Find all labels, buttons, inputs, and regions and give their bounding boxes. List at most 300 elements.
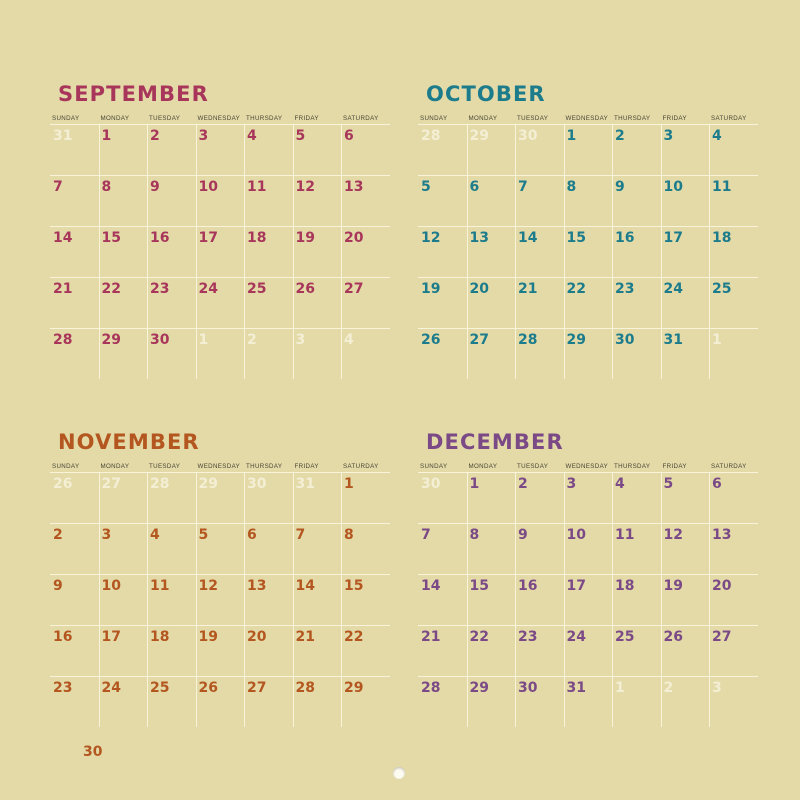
day-cell[interactable] xyxy=(50,472,99,523)
day-cell[interactable] xyxy=(244,175,293,226)
day-cell[interactable] xyxy=(418,328,467,379)
day-number: 31 xyxy=(53,128,73,144)
day-cell[interactable] xyxy=(467,175,516,226)
day-cell[interactable] xyxy=(418,277,467,328)
day-cell[interactable] xyxy=(612,277,661,328)
day-number: 23 xyxy=(150,281,170,297)
day-number: 27 xyxy=(469,332,489,348)
day-cell[interactable] xyxy=(147,175,196,226)
day-cell[interactable] xyxy=(418,625,467,676)
day-cell[interactable] xyxy=(661,676,710,727)
day-cell[interactable] xyxy=(50,574,99,625)
day-cell[interactable] xyxy=(293,175,342,226)
weekday-header-wednesday: WEDNESDAY xyxy=(565,463,609,470)
day-number: 4 xyxy=(150,527,160,543)
day-cell[interactable] xyxy=(293,124,342,175)
day-number: 24 xyxy=(663,281,683,297)
day-number: 25 xyxy=(712,281,732,297)
day-cell[interactable] xyxy=(50,175,99,226)
day-number: 16 xyxy=(53,629,73,645)
day-number: 5 xyxy=(198,527,209,543)
day-number: 13 xyxy=(344,179,364,195)
day-cell[interactable] xyxy=(244,277,293,328)
day-cell[interactable] xyxy=(612,472,661,523)
day-cell[interactable] xyxy=(99,574,148,625)
day-cell[interactable] xyxy=(50,625,99,676)
day-number: 7 xyxy=(295,527,306,543)
day-number: 4 xyxy=(712,128,722,144)
day-cell[interactable] xyxy=(244,124,293,175)
day-cell[interactable] xyxy=(515,574,564,625)
day-number: 10 xyxy=(101,578,121,594)
day-cell[interactable] xyxy=(709,574,758,625)
day-cell[interactable] xyxy=(564,523,613,574)
day-number: 29 xyxy=(469,680,489,696)
day-number: 1 xyxy=(344,476,354,492)
day-cell[interactable] xyxy=(515,472,564,523)
day-cell[interactable] xyxy=(99,472,148,523)
day-cell[interactable] xyxy=(50,124,99,175)
week-row xyxy=(50,328,390,379)
day-cell[interactable] xyxy=(293,625,342,676)
day-cell[interactable] xyxy=(661,277,710,328)
day-cell[interactable] xyxy=(564,574,613,625)
day-number: 23 xyxy=(53,680,73,696)
day-cell[interactable] xyxy=(709,328,758,379)
day-cell[interactable] xyxy=(418,472,467,523)
day-number: 14 xyxy=(421,578,441,594)
day-cell[interactable] xyxy=(515,676,564,727)
day-number: 12 xyxy=(198,578,218,594)
day-number: 2 xyxy=(518,476,528,492)
weekday-header-saturday: SATURDAY xyxy=(711,115,747,122)
month-title: SEPTEMBER xyxy=(58,82,209,106)
day-number: 3 xyxy=(101,527,112,543)
day-number: 11 xyxy=(150,578,170,594)
day-cell[interactable] xyxy=(467,574,516,625)
day-number: 13 xyxy=(247,578,267,594)
day-cell[interactable] xyxy=(709,523,758,574)
day-number: 29 xyxy=(198,476,218,492)
day-cell[interactable] xyxy=(515,625,564,676)
day-cell[interactable] xyxy=(99,124,148,175)
weekday-header-sunday: SUNDAY xyxy=(52,463,80,470)
weekday-header-row xyxy=(418,463,758,470)
day-cell[interactable] xyxy=(661,574,710,625)
week-row xyxy=(50,472,390,523)
day-cell[interactable] xyxy=(293,328,342,379)
day-cell[interactable] xyxy=(50,676,99,727)
week-row xyxy=(50,625,390,676)
day-cell[interactable] xyxy=(418,523,467,574)
day-number: 26 xyxy=(198,680,218,696)
month-title: OCTOBER xyxy=(426,82,546,106)
day-cell[interactable] xyxy=(244,676,293,727)
day-number: 2 xyxy=(150,128,160,144)
day-number: 5 xyxy=(421,179,431,195)
day-cell[interactable] xyxy=(564,277,613,328)
day-cell[interactable] xyxy=(564,124,613,175)
day-number: 3 xyxy=(712,680,722,696)
day-number: 19 xyxy=(198,629,218,645)
weekday-header-row xyxy=(50,115,390,122)
day-number: 29 xyxy=(344,680,364,696)
weekday-header-row xyxy=(418,115,758,122)
day-number: 16 xyxy=(615,230,635,246)
day-number: 30 xyxy=(518,680,538,696)
day-cell[interactable] xyxy=(196,472,245,523)
day-cell[interactable] xyxy=(147,226,196,277)
weekday-header-friday: FRIDAY xyxy=(662,463,687,470)
day-cell[interactable] xyxy=(147,328,196,379)
day-number: 15 xyxy=(469,578,489,594)
day-cell[interactable] xyxy=(467,472,516,523)
day-number: 20 xyxy=(469,281,489,297)
month-day-grid xyxy=(50,124,390,379)
day-cell[interactable] xyxy=(196,277,245,328)
day-cell[interactable] xyxy=(515,277,564,328)
day-number: 10 xyxy=(566,527,586,543)
day-cell[interactable] xyxy=(467,277,516,328)
day-cell[interactable] xyxy=(244,625,293,676)
week-row xyxy=(50,277,390,328)
day-number: 29 xyxy=(469,128,489,144)
day-cell[interactable] xyxy=(147,676,196,727)
day-cell[interactable] xyxy=(418,676,467,727)
day-cell[interactable] xyxy=(612,625,661,676)
day-cell[interactable] xyxy=(612,175,661,226)
week-row xyxy=(418,124,758,175)
day-number: 14 xyxy=(53,230,73,246)
day-cell[interactable] xyxy=(50,523,99,574)
day-number: 31 xyxy=(566,680,586,696)
week-row xyxy=(50,574,390,625)
day-number: 27 xyxy=(101,476,121,492)
day-cell[interactable] xyxy=(709,625,758,676)
day-number: 7 xyxy=(518,179,528,195)
day-cell[interactable] xyxy=(612,574,661,625)
day-cell[interactable] xyxy=(709,277,758,328)
month-block-december xyxy=(418,430,758,727)
day-cell[interactable] xyxy=(147,574,196,625)
day-cell[interactable] xyxy=(341,124,390,175)
day-cell[interactable] xyxy=(467,676,516,727)
day-number: 12 xyxy=(421,230,441,246)
day-number: 13 xyxy=(712,527,732,543)
day-cell[interactable] xyxy=(99,676,148,727)
day-cell[interactable] xyxy=(661,175,710,226)
day-number: 28 xyxy=(150,476,170,492)
day-cell[interactable] xyxy=(147,472,196,523)
day-number: 6 xyxy=(247,527,257,543)
day-cell[interactable] xyxy=(341,523,390,574)
day-cell[interactable] xyxy=(564,625,613,676)
day-cell[interactable] xyxy=(467,328,516,379)
day-number: 24 xyxy=(101,680,121,696)
weekday-header-tuesday: TUESDAY xyxy=(517,463,549,470)
day-number: 7 xyxy=(421,527,431,543)
day-number: 8 xyxy=(344,527,354,543)
day-number: 16 xyxy=(518,578,538,594)
day-cell[interactable] xyxy=(196,625,245,676)
weekday-header-monday: MONDAY xyxy=(468,115,498,122)
weekday-header-tuesday: TUESDAY xyxy=(517,115,549,122)
day-cell[interactable] xyxy=(515,328,564,379)
weekday-header-sunday: SUNDAY xyxy=(420,463,448,470)
day-cell[interactable] xyxy=(564,175,613,226)
day-cell[interactable] xyxy=(661,226,710,277)
day-cell[interactable] xyxy=(564,676,613,727)
day-number: 22 xyxy=(344,629,364,645)
day-number: 4 xyxy=(344,332,354,348)
day-cell[interactable] xyxy=(341,472,390,523)
day-cell[interactable] xyxy=(661,124,710,175)
day-number: 25 xyxy=(150,680,170,696)
day-number: 18 xyxy=(615,578,635,594)
week-row xyxy=(418,328,758,379)
month-block-september xyxy=(50,82,390,379)
weekday-header-thursday: THURSDAY xyxy=(246,115,283,122)
day-cell[interactable] xyxy=(293,574,342,625)
weekday-header-sunday: SUNDAY xyxy=(52,115,80,122)
day-number: 26 xyxy=(421,332,441,348)
day-number: 6 xyxy=(469,179,480,195)
day-number: 15 xyxy=(344,578,364,594)
day-cell[interactable] xyxy=(147,625,196,676)
week-row xyxy=(418,175,758,226)
day-cell[interactable] xyxy=(99,277,148,328)
day-number: 30 xyxy=(518,128,538,144)
day-cell[interactable] xyxy=(244,328,293,379)
day-cell[interactable] xyxy=(293,277,342,328)
day-number: 10 xyxy=(198,179,218,195)
day-number: 22 xyxy=(566,281,586,297)
day-cell[interactable] xyxy=(99,523,148,574)
day-number: 21 xyxy=(421,629,441,645)
month-block-november xyxy=(50,430,390,760)
day-number: 25 xyxy=(615,629,635,645)
day-cell[interactable] xyxy=(293,472,342,523)
day-number: 14 xyxy=(295,578,315,594)
day-cell[interactable] xyxy=(244,226,293,277)
day-number: 12 xyxy=(663,527,683,543)
day-cell[interactable] xyxy=(50,226,99,277)
day-cell[interactable] xyxy=(147,277,196,328)
day-cell[interactable] xyxy=(196,676,245,727)
day-number: 17 xyxy=(101,629,121,645)
weekday-header-monday: MONDAY xyxy=(100,115,130,122)
day-number: 2 xyxy=(53,527,63,543)
day-number: 15 xyxy=(566,230,586,246)
day-number: 18 xyxy=(150,629,170,645)
day-cell[interactable] xyxy=(196,574,245,625)
day-cell[interactable] xyxy=(564,472,613,523)
day-number: 6 xyxy=(344,128,354,144)
day-number: 23 xyxy=(615,281,635,297)
day-cell[interactable] xyxy=(661,328,710,379)
day-number: 19 xyxy=(421,281,441,297)
day-cell[interactable] xyxy=(50,328,99,379)
weekday-header-friday: FRIDAY xyxy=(294,115,319,122)
day-number: 26 xyxy=(663,629,683,645)
day-cell[interactable] xyxy=(293,523,342,574)
day-number: 9 xyxy=(53,578,63,594)
day-number: 17 xyxy=(198,230,218,246)
day-cell[interactable] xyxy=(612,523,661,574)
day-cell[interactable] xyxy=(99,328,148,379)
weekday-header-row xyxy=(50,463,390,470)
day-number: 27 xyxy=(712,629,732,645)
day-number: 1 xyxy=(712,332,722,348)
week-row xyxy=(50,124,390,175)
day-number: 8 xyxy=(101,179,112,195)
day-cell[interactable] xyxy=(418,574,467,625)
day-cell[interactable] xyxy=(341,226,390,277)
day-cell[interactable] xyxy=(196,328,245,379)
day-number: 13 xyxy=(469,230,489,246)
day-cell[interactable] xyxy=(467,523,516,574)
week-row xyxy=(50,523,390,574)
day-cell[interactable] xyxy=(341,574,390,625)
day-number: 29 xyxy=(101,332,121,348)
day-number: 20 xyxy=(247,629,267,645)
day-number: 14 xyxy=(518,230,538,246)
day-number: 9 xyxy=(150,179,160,195)
day-number: 19 xyxy=(295,230,315,246)
day-cell[interactable] xyxy=(467,226,516,277)
day-cell[interactable] xyxy=(418,175,467,226)
day-number: 8 xyxy=(566,179,577,195)
month-day-grid xyxy=(418,472,758,727)
day-cell[interactable] xyxy=(244,472,293,523)
day-number: 4 xyxy=(615,476,625,492)
day-number: 21 xyxy=(295,629,315,645)
weekday-header-wednesday: WEDNESDAY xyxy=(565,115,609,122)
day-number: 11 xyxy=(615,527,635,543)
day-number: 29 xyxy=(566,332,586,348)
week-row xyxy=(50,175,390,226)
day-number: 30 xyxy=(421,476,441,492)
day-cell[interactable] xyxy=(612,328,661,379)
day-number: 20 xyxy=(344,230,364,246)
day-cell[interactable] xyxy=(418,226,467,277)
week-row xyxy=(418,574,758,625)
day-cell[interactable] xyxy=(293,676,342,727)
day-cell[interactable] xyxy=(341,625,390,676)
day-cell[interactable] xyxy=(661,625,710,676)
day-cell[interactable] xyxy=(196,523,245,574)
day-cell[interactable] xyxy=(196,226,245,277)
week-row xyxy=(418,523,758,574)
day-number: 8 xyxy=(469,527,480,543)
day-cell[interactable] xyxy=(709,175,758,226)
day-number: 22 xyxy=(469,629,489,645)
day-number: 3 xyxy=(295,332,306,348)
day-cell[interactable] xyxy=(612,124,661,175)
day-number: 28 xyxy=(421,680,441,696)
week-row xyxy=(418,676,758,727)
day-cell[interactable] xyxy=(467,625,516,676)
day-cell[interactable] xyxy=(709,472,758,523)
day-number: 5 xyxy=(663,476,674,492)
weekday-header-monday: MONDAY xyxy=(468,463,498,470)
day-number: 4 xyxy=(247,128,257,144)
day-cell[interactable] xyxy=(147,523,196,574)
weekday-header-saturday: SATURDAY xyxy=(343,115,379,122)
day-number: 2 xyxy=(663,680,674,696)
week-row xyxy=(418,226,758,277)
day-number: 1 xyxy=(566,128,577,144)
day-cell[interactable] xyxy=(50,277,99,328)
day-cell[interactable] xyxy=(564,328,613,379)
day-cell[interactable] xyxy=(196,124,245,175)
day-number: 3 xyxy=(198,128,209,144)
weekday-header-friday: FRIDAY xyxy=(294,463,319,470)
day-number: 21 xyxy=(53,281,73,297)
month-day-grid xyxy=(418,124,758,379)
week-row xyxy=(50,676,390,727)
weekday-header-friday: FRIDAY xyxy=(662,115,687,122)
day-number: 1 xyxy=(469,476,480,492)
weekday-header-tuesday: TUESDAY xyxy=(149,115,181,122)
day-number: 2 xyxy=(615,128,625,144)
month-day-grid xyxy=(50,472,390,760)
day-cell[interactable] xyxy=(341,175,390,226)
weekday-header-saturday: SATURDAY xyxy=(711,463,747,470)
day-cell[interactable] xyxy=(709,226,758,277)
day-cell[interactable] xyxy=(612,226,661,277)
day-number: 9 xyxy=(518,527,528,543)
day-number: 30 xyxy=(150,332,170,348)
day-number: 22 xyxy=(101,281,121,297)
day-cell[interactable] xyxy=(99,625,148,676)
day-number: 31 xyxy=(663,332,683,348)
day-cell[interactable] xyxy=(244,574,293,625)
day-number: 16 xyxy=(150,230,170,246)
day-cell[interactable] xyxy=(341,277,390,328)
weekday-header-tuesday: TUESDAY xyxy=(149,463,181,470)
day-cell[interactable] xyxy=(709,676,758,727)
weekday-header-wednesday: WEDNESDAY xyxy=(197,463,241,470)
weekday-header-thursday: THURSDAY xyxy=(246,463,283,470)
day-cell[interactable] xyxy=(661,523,710,574)
day-number: 26 xyxy=(295,281,315,297)
day-number: 27 xyxy=(344,281,364,297)
day-cell[interactable] xyxy=(515,175,564,226)
day-number: 24 xyxy=(198,281,218,297)
day-cell[interactable] xyxy=(147,124,196,175)
day-cell[interactable] xyxy=(564,226,613,277)
day-cell[interactable] xyxy=(244,523,293,574)
day-cell[interactable] xyxy=(418,124,467,175)
day-cell[interactable] xyxy=(612,676,661,727)
day-cell[interactable] xyxy=(515,226,564,277)
day-cell[interactable] xyxy=(99,226,148,277)
extra-day-number: 30 xyxy=(83,744,103,760)
day-cell[interactable] xyxy=(196,175,245,226)
day-number: 2 xyxy=(247,332,257,348)
day-cell[interactable] xyxy=(661,472,710,523)
day-cell[interactable] xyxy=(293,226,342,277)
day-cell[interactable] xyxy=(709,124,758,175)
day-cell[interactable] xyxy=(341,676,390,727)
day-cell[interactable] xyxy=(515,523,564,574)
day-cell[interactable] xyxy=(99,175,148,226)
day-cell[interactable] xyxy=(341,328,390,379)
day-cell[interactable] xyxy=(467,124,516,175)
day-number: 28 xyxy=(421,128,441,144)
day-cell[interactable] xyxy=(515,124,564,175)
